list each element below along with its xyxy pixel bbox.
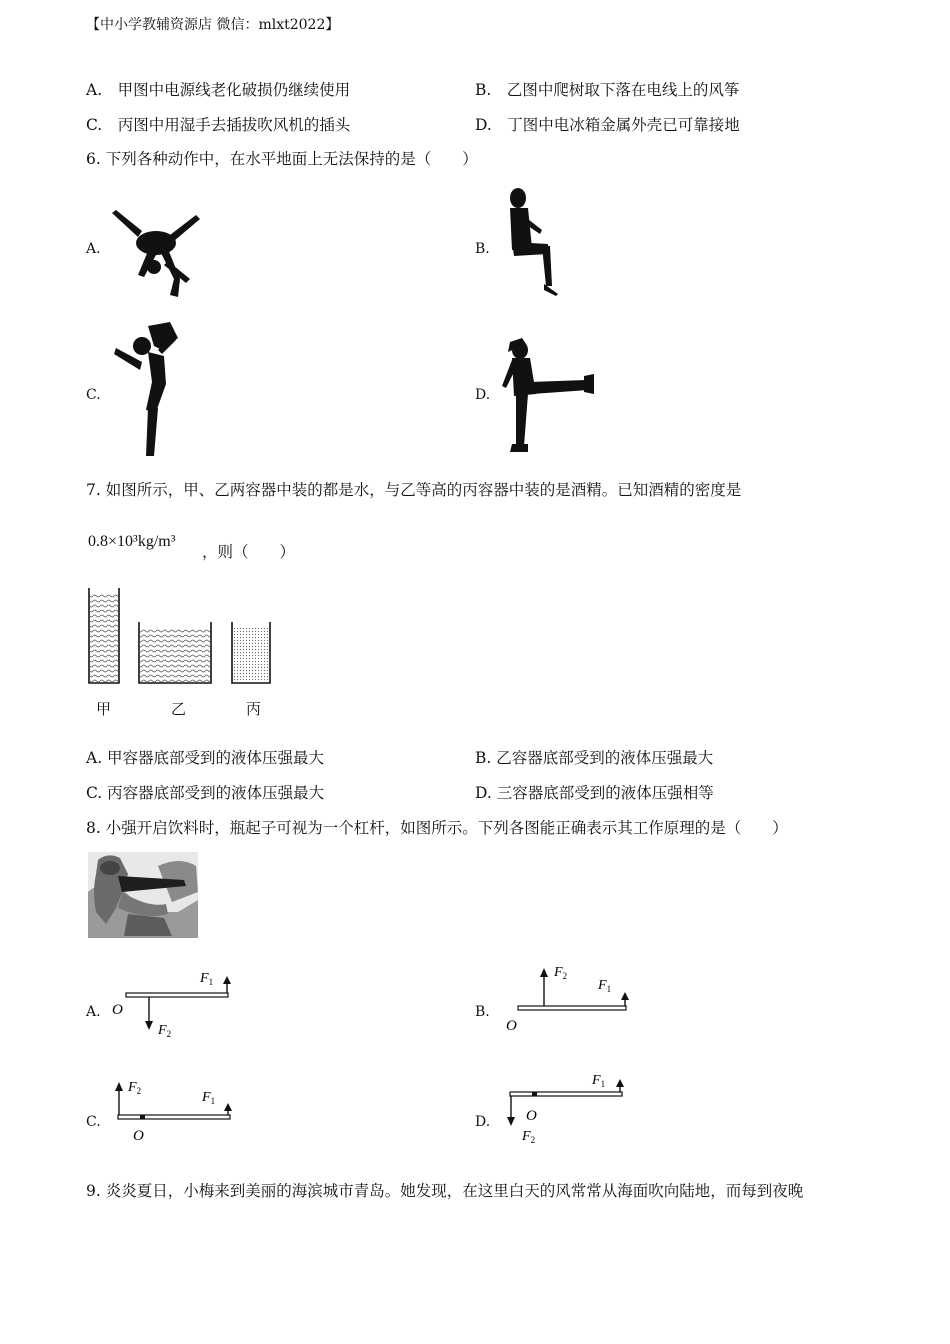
- q9-stem: 9. 炎炎夏日，小梅来到美丽的海滨城市青岛。她发现，在这里白天的风常常从海面吹向陆地，而每到夜晚: [86, 1182, 804, 1200]
- q8-lever-a: [106, 966, 236, 1038]
- q8-bottle-opener-photo: [88, 852, 198, 938]
- lever-a-bar: [126, 993, 228, 997]
- q8-lever-d: [500, 1068, 634, 1148]
- q7-container-diagram: [86, 588, 276, 688]
- lever-a-f1-label: $F_1$: [200, 971, 214, 987]
- lever-c-bar: [118, 1115, 230, 1119]
- q6-stem: 6. 下列各种动作中，在水平地面上无法保持的是（ ）: [86, 150, 478, 168]
- lever-b-f1-label: $F_1$: [598, 978, 612, 994]
- lever-d-bar: [510, 1092, 622, 1096]
- q6-image-high-kick: [500, 336, 596, 456]
- lever-a-f2-label: $F_2$: [158, 1023, 172, 1039]
- q7-label-bing: 丙: [246, 700, 262, 718]
- lever-a-pivot-o: O: [112, 1002, 123, 1018]
- q7-label-jia: 甲: [96, 700, 112, 718]
- lever-b-bar: [518, 1006, 626, 1010]
- q7-option-b: B. 乙容器底部受到的液体压强最大: [475, 749, 714, 767]
- q7-label-yi: 乙: [171, 700, 187, 718]
- q8-label-b: B.: [475, 1004, 490, 1020]
- q6-label-a: A.: [86, 241, 101, 257]
- q8-stem: 8. 小强开启饮料时，瓶起子可视为一个杠杆，如图所示。下列各图能正确表示其工作原理的是（ ）: [86, 819, 788, 837]
- q8-lever-b: [500, 962, 640, 1038]
- q6-label-c: C.: [86, 387, 101, 403]
- lever-c-f2-label: $F_2$: [128, 1080, 142, 1096]
- container-bing-alcohol: [233, 628, 269, 682]
- q8-label-a: A.: [86, 1004, 101, 1020]
- lever-c-pivot-o: O: [133, 1128, 144, 1144]
- container-jia-water: [90, 594, 118, 682]
- lever-d-f1-label: $F_1$: [592, 1073, 606, 1089]
- q6-image-standing-split: [112, 320, 184, 460]
- lever-d-pivot-mark: [532, 1092, 537, 1096]
- header-source: 【中小学教辅资源店 微信：mlxt2022】: [86, 17, 340, 33]
- q6-image-handstand: [108, 205, 204, 301]
- q5-option-b: B. 乙图中爬树取下落在电线上的风筝: [475, 81, 740, 99]
- q7-option-d: D. 三容器底部受到的液体压强相等: [475, 784, 714, 802]
- lever-c-pivot-mark: [140, 1115, 145, 1119]
- lever-d-pivot-o: O: [526, 1108, 537, 1124]
- q6-image-sitting: [502, 186, 566, 298]
- q5-option-d: D. 丁图中电冰箱金属外壳已可靠接地: [475, 116, 740, 134]
- lever-d-f2-label: $F_2$: [522, 1129, 536, 1145]
- q7-density-formula: 0.8×10³kg/m³: [88, 533, 176, 550]
- q8-label-d: D.: [475, 1114, 491, 1130]
- q7-option-a: A. 甲容器底部受到的液体压强最大: [86, 749, 325, 767]
- q7-stem: 7. 如图所示，甲、乙两容器中装的都是水，与乙等高的丙容器中装的是酒精。已知酒精的密度是: [86, 481, 742, 499]
- q8-lever-c: [106, 1074, 240, 1146]
- q8-label-c: C.: [86, 1114, 101, 1130]
- q7-stem-tail: ，则（ ）: [202, 543, 296, 561]
- q5-option-a: A. 甲图中电源线老化破损仍继续使用: [86, 81, 351, 99]
- q6-label-b: B.: [475, 241, 490, 257]
- lever-b-pivot-o: O: [506, 1018, 517, 1034]
- lever-c-f1-label: $F_1$: [202, 1090, 216, 1106]
- q7-option-c: C. 丙容器底部受到的液体压强最大: [86, 784, 325, 802]
- container-yi-water: [140, 628, 210, 682]
- lever-b-f2-label: $F_2$: [554, 965, 568, 981]
- q6-label-d: D.: [475, 387, 491, 403]
- q5-option-c: C. 丙图中用湿手去插拔吹风机的插头: [86, 116, 351, 134]
